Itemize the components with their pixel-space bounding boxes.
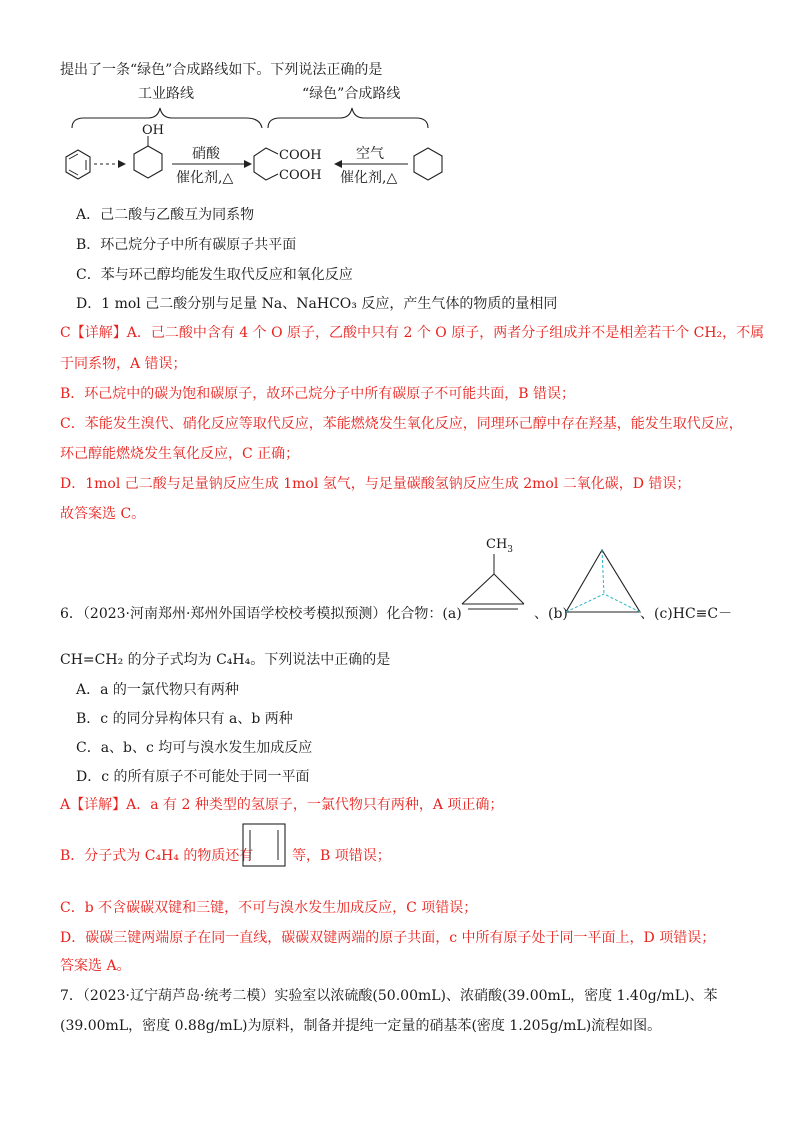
q7-stem-line-1: 7．（2023·辽宁葫芦岛·统考二模）实验室以浓硫酸(50.00mL)、浓硝酸(39.00mL，密度 1.40g/mL)、苯 <box>60 988 718 1004</box>
q6-option-b: B．c 的同分异构体只有 a、b 两种 <box>76 711 293 727</box>
q6-option-c: C．a、b、c 均可与溴水发生加成反应 <box>76 740 313 756</box>
q6-stem-part-b: 、(b) <box>534 606 568 622</box>
cyclohexane-structure <box>414 148 442 180</box>
industrial-route-label: 工业路线 <box>138 86 194 102</box>
cyclohexanol-structure <box>134 123 164 178</box>
green-brace <box>268 108 428 128</box>
q6-explanation-line-4: D．碳碳三键两端原子在同一直线，碳碳双键两端的原子共面，c 中所有原子处于同一平面上，D 项错误； <box>60 930 716 946</box>
q6-stem-part-c: 、(c)HC≡C－ <box>640 606 733 622</box>
intro-text: 提出了一条“绿色”合成路线如下。下列说法正确的是 <box>60 62 383 78</box>
q5-explanation-line-5: 环己醇能燃烧发生氧化反应，C 正确； <box>60 446 300 462</box>
cooh-bottom-label: COOH <box>279 168 322 183</box>
ch3-label: $CH_3$ <box>486 537 514 555</box>
adipic-acid-structure <box>254 148 322 183</box>
arrow2-top-label: 空气 <box>356 146 384 162</box>
q5-explanation-line-1: C【详解】A．己二酸中含有 4 个 O 原子，乙酸中只有 2 个 O 原子，两者分子组成并不是相差若干个 CH₂，不属 <box>60 325 765 341</box>
q5-explanation-line-7: 故答案选 C。 <box>60 506 146 522</box>
q6-explanation-line-1: A【详解】A．a 有 2 种类型的氢原子，一氯代物只有两种，A 项正确； <box>60 797 504 813</box>
oh-label: OH <box>142 123 164 138</box>
q6-option-a: A．a 的一氯代物只有两种 <box>76 682 239 698</box>
q6-option-d: D．c 的所有原子不可能处于同一平面 <box>76 769 310 785</box>
q5-explanation-line-4: C．苯能发生溴代、硝化反应等取代反应，苯能燃烧发生氧化反应，同理环己醇中存在羟基，能发生取代反应， <box>60 416 743 432</box>
industrial-brace <box>72 108 262 128</box>
arrow1-bottom-label: 催化剂,△ <box>176 170 234 186</box>
q6-explanation-line-3: C．b 不含碳碳双键和三键，不可与溴水发生加成反应，C 项错误； <box>60 900 478 916</box>
benzene-structure <box>66 150 90 179</box>
q6-explanation-line-5: 答案选 A。 <box>60 958 131 974</box>
q7-stem-line-2: (39.00mL，密度 0.88g/mL)为原料，制备并提纯一定量的硝基苯(密度 1.205g/mL)流程如图。 <box>60 1018 662 1034</box>
compound-a-structure <box>452 532 532 616</box>
q6-stem-part-a: 6．（2023·河南郑州·郑州外国语学校校考模拟预测）化合物：(a) <box>60 606 462 622</box>
q5-explanation-line-2: 于同系物，A 错误； <box>60 356 187 372</box>
q6-explanation-line-2-pre: B．分子式为 C₄H₄ 的物质还有 <box>60 848 254 864</box>
cyclobutadiene-structure <box>241 822 287 868</box>
q5-option-a: A．己二酸与乙酸互为同系物 <box>76 207 255 223</box>
q5-option-c: C．苯与环己醇均能发生取代反应和氧化反应 <box>76 267 353 283</box>
q5-explanation-line-3: B．环己烷中的碳为饱和碳原子，故环己烷分子中所有碳原子不可能共面，B 错误； <box>60 386 576 402</box>
arrow2-bottom-label: 催化剂,△ <box>340 170 398 186</box>
compound-b-structure <box>560 546 646 618</box>
cooh-top-label: COOH <box>279 148 322 163</box>
q6-stem-line-2: CH=CH₂ 的分子式均为 C₄H₄。下列说法中正确的是 <box>60 652 391 668</box>
q5-option-d: D．1 mol 己二酸分别与足量 Na、NaHCO₃ 反应，产生气体的物质的量相同 <box>76 296 558 312</box>
q5-option-b: B．环己烷分子中所有碳原子共平面 <box>76 237 297 253</box>
reaction-scheme <box>50 84 450 192</box>
green-route-label: “绿色”合成路线 <box>302 86 401 102</box>
arrow1-top-label: 硝酸 <box>192 146 220 162</box>
q5-explanation-line-6: D．1mol 己二酸与足量钠反应生成 1mol 氢气，与足量碳酸氢钠反应生成 2mol 二氧化碳，D 错误； <box>60 476 691 492</box>
q6-explanation-line-2-post: 等，B 项错误； <box>292 848 391 864</box>
